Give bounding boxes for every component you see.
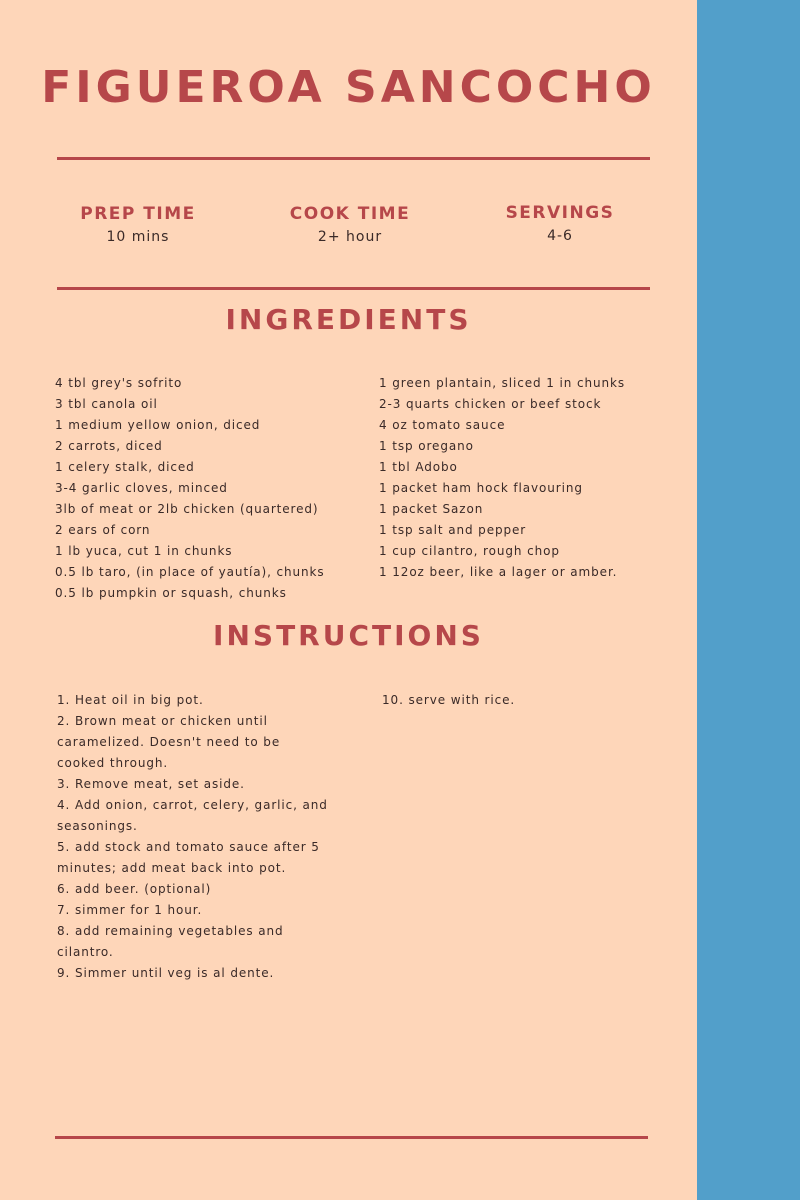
- ingredient-item: 4 oz tomato sauce: [379, 418, 506, 432]
- instructions-heading: INSTRUCTIONS: [213, 619, 484, 652]
- instruction-step: 4. Add onion, carrot, celery, garlic, and seasonings.: [57, 798, 328, 833]
- ingredients-list-left: [55, 373, 365, 604]
- ingredient-item: 4 tbl grey's sofrito: [55, 376, 183, 390]
- servings-block: [460, 203, 660, 244]
- cook-time-block: [250, 204, 450, 245]
- divider-bottom: [55, 1136, 648, 1139]
- divider-top: [57, 157, 650, 160]
- divider-middle: [57, 287, 650, 290]
- instruction-step: 10. serve with rice.: [382, 693, 516, 707]
- ingredient-item: 1 packet ham hock flavouring: [379, 481, 583, 495]
- servings-label: SERVINGS: [505, 203, 615, 223]
- instruction-step: 5. add stock and tomato sauce after 5 minutes; add meat back into pot.: [57, 840, 320, 875]
- ingredient-item: 1 tsp salt and pepper: [379, 523, 527, 537]
- instructions-list-left: [57, 690, 332, 984]
- instruction-step: 1. Heat oil in big pot.: [57, 693, 204, 707]
- ingredient-item: 1 cup cilantro, rough chop: [379, 544, 560, 558]
- ingredient-item: 1 lb yuca, cut 1 in chunks: [55, 544, 233, 558]
- ingredient-item: 1 green plantain, sliced 1 in chunks: [379, 376, 626, 390]
- instructions-list-right: [382, 690, 672, 711]
- ingredient-item: 2 carrots, diced: [55, 439, 163, 453]
- ingredients-list-right: [379, 373, 679, 583]
- prep-time-label: PREP TIME: [80, 204, 196, 224]
- ingredient-item: 2-3 quarts chicken or beef stock: [379, 397, 602, 411]
- ingredient-item: 3-4 garlic cloves, minced: [55, 481, 228, 495]
- ingredient-item: 1 celery stalk, diced: [55, 460, 195, 474]
- instruction-step: 8. add remaining vegetables and cilantro.: [57, 924, 284, 959]
- cook-time-value: 2+ hour: [317, 229, 383, 245]
- ingredient-item: 0.5 lb pumpkin or squash, chunks: [55, 586, 287, 600]
- recipe-title: FIGUEROA SANCOCHO: [41, 62, 656, 113]
- servings-value: 4-6: [547, 228, 573, 244]
- ingredient-item: 1 medium yellow onion, diced: [55, 418, 261, 432]
- instruction-step: 3. Remove meat, set aside.: [57, 777, 245, 791]
- ingredient-item: 3 tbl canola oil: [55, 397, 158, 411]
- prep-time-block: [38, 204, 238, 245]
- prep-time-value: 10 mins: [106, 229, 170, 245]
- ingredient-item: 3lb of meat or 2lb chicken (quartered): [55, 502, 319, 516]
- ingredient-item: 1 packet Sazon: [379, 502, 484, 516]
- ingredients-heading: INGREDIENTS: [225, 303, 472, 336]
- cook-time-label: COOK TIME: [289, 204, 411, 224]
- ingredient-item: 0.5 lb taro, (in place of yautía), chunks: [55, 565, 325, 579]
- instruction-step: 2. Brown meat or chicken until caramelized. Doesn't need to be cooked through.: [57, 714, 281, 770]
- ingredient-item: 1 12oz beer, like a lager or amber.: [379, 565, 618, 579]
- ingredient-item: 1 tbl Adobo: [379, 460, 458, 474]
- ingredient-item: 2 ears of corn: [55, 523, 151, 537]
- instruction-step: 7. simmer for 1 hour.: [57, 903, 203, 917]
- instruction-step: 9. Simmer until veg is al dente.: [57, 966, 275, 980]
- side-color-bar: [697, 0, 800, 1200]
- instruction-step: 6. add beer. (optional): [57, 882, 212, 896]
- ingredient-item: 1 tsp oregano: [379, 439, 474, 453]
